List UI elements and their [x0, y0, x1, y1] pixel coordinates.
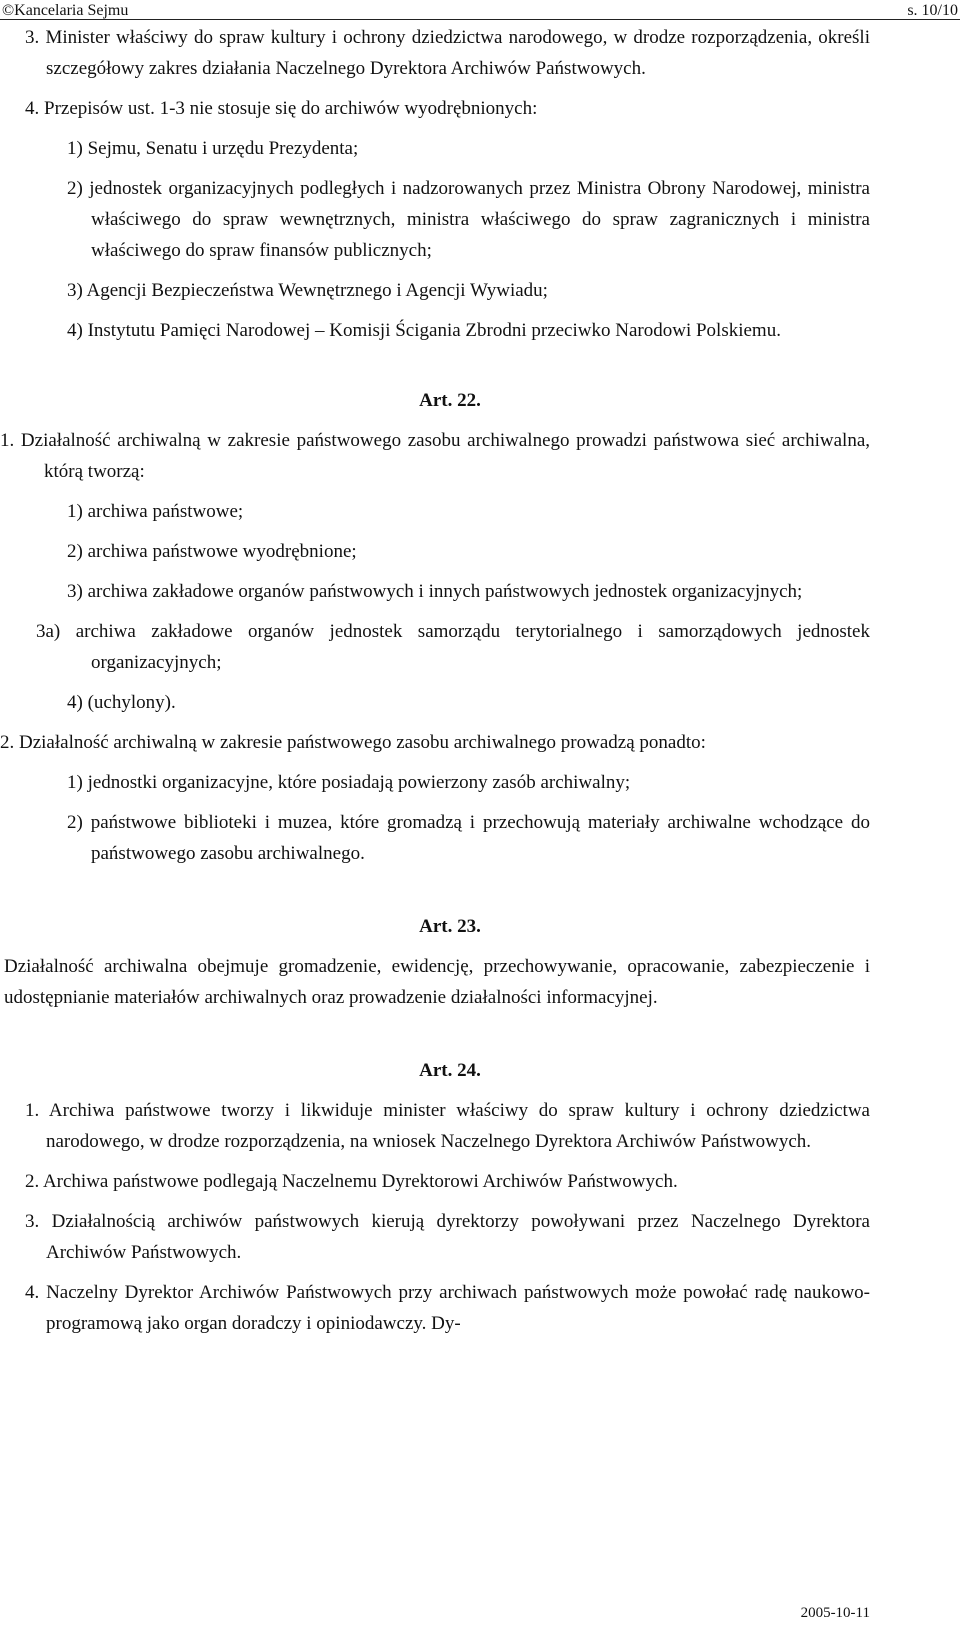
paragraph-item: 1. Archiwa państwowe tworzy i likwiduje minister właściwy do spraw kultury i ochrony dziedzictwa narodowego, w drodze rozporządzenia, na wniosek Naczelnego Dyrektora Archiwów Państwowych.	[25, 1100, 870, 1152]
list-item: 3) archiwa zakładowe organów państwowych i innych państwowych jednostek organizacyjnych;	[67, 581, 803, 602]
list-item: 1) archiwa państwowe;	[67, 501, 244, 522]
header-rule	[0, 19, 960, 20]
list-item: 1) jednostki organizacyjne, które posiadają powierzony zasób archiwalny;	[67, 772, 631, 793]
header-copyright: ©Kancelaria Sejmu	[2, 2, 129, 19]
list-item: 4) Instytutu Pamięci Narodowej – Komisji Ścigania Zbrodni przeciwko Narodowi Polskiemu.	[67, 320, 781, 341]
paragraph-item: 4. Przepisów ust. 1-3 nie stosuje się do archiwów wyodrębnionych:	[25, 98, 538, 119]
paragraph-item: 4. Naczelny Dyrektor Archiwów Państwowych przy archiwach państwowych może powołać radę naukowo-programową jako organ doradczy i opiniodawczy. Dy-	[25, 1282, 870, 1334]
list-item: 2) archiwa państwowe wyodrębnione;	[67, 541, 357, 562]
section-spacer	[0, 878, 960, 911]
paragraph-item: 3. Działalnością archiwów państwowych kierują dyrektorzy powoływani przez Naczelnego Dyrektora Archiwów Państwowych.	[25, 1211, 870, 1263]
section-spacer	[0, 1022, 960, 1055]
paragraph-item: 3. Minister właściwy do spraw kultury i ochrony dziedzictwa narodowego, w drodze rozporządzenia, określi szczegółowy zakres działania Naczelnego Dyrektora Archiwów Państwowych.	[25, 27, 870, 79]
section-spacer	[0, 355, 960, 385]
article-heading: Art. 22.	[419, 390, 481, 411]
list-item: 2) jednostek organizacyjnych podległych i nadzorowanych przez Ministra Obrony Narodowej, ministra właściwego do spraw wewnętrznych, ministra właściwego do spraw zagranicznych i ministra właściwego do spraw finansów publicznych;	[67, 178, 870, 261]
paragraph-item: 2. Działalność archiwalną w zakresie państwowego zasobu archiwalnego prowadzą ponadto:	[0, 732, 706, 753]
list-item: 3) Agencji Bezpieczeństwa Wewnętrznego i Agencji Wywiadu;	[67, 280, 548, 301]
document-body	[0, 22, 960, 1339]
list-item: 1) Sejmu, Senatu i urzędu Prezydenta;	[67, 138, 359, 159]
list-item: 4) (uchylony).	[67, 692, 176, 713]
list-item: 2) państwowe biblioteki i muzea, które gromadzą i przechowują materiały archiwalne wchodzące do państwowego zasobu archiwalnego.	[67, 812, 870, 864]
paragraph-item: 1. Działalność archiwalną w zakresie państwowego zasobu archiwalnego prowadzi państwowa sieć archiwalna, którą tworzą:	[0, 430, 870, 482]
footer-date: 2005-10-11	[800, 1605, 870, 1621]
paragraph: Działalność archiwalna obejmuje gromadzenie, ewidencję, przechowywanie, opracowanie, zabezpieczenie i udostępnianie materiałów archiwalnych oraz prowadzenie działalności informacyjnej.	[4, 956, 870, 1008]
paragraph-item: 2. Archiwa państwowe podlegają Naczelnemu Dyrektorowi Archiwów Państwowych.	[25, 1171, 678, 1192]
article-heading: Art. 23.	[419, 916, 481, 937]
list-item: 3a) archiwa zakładowe organów jednostek samorządu terytorialnego i samorządowych jednostek organizacyjnych;	[36, 621, 870, 673]
article-heading: Art. 24.	[419, 1060, 481, 1081]
header-page-number: s. 10/10	[907, 2, 958, 19]
